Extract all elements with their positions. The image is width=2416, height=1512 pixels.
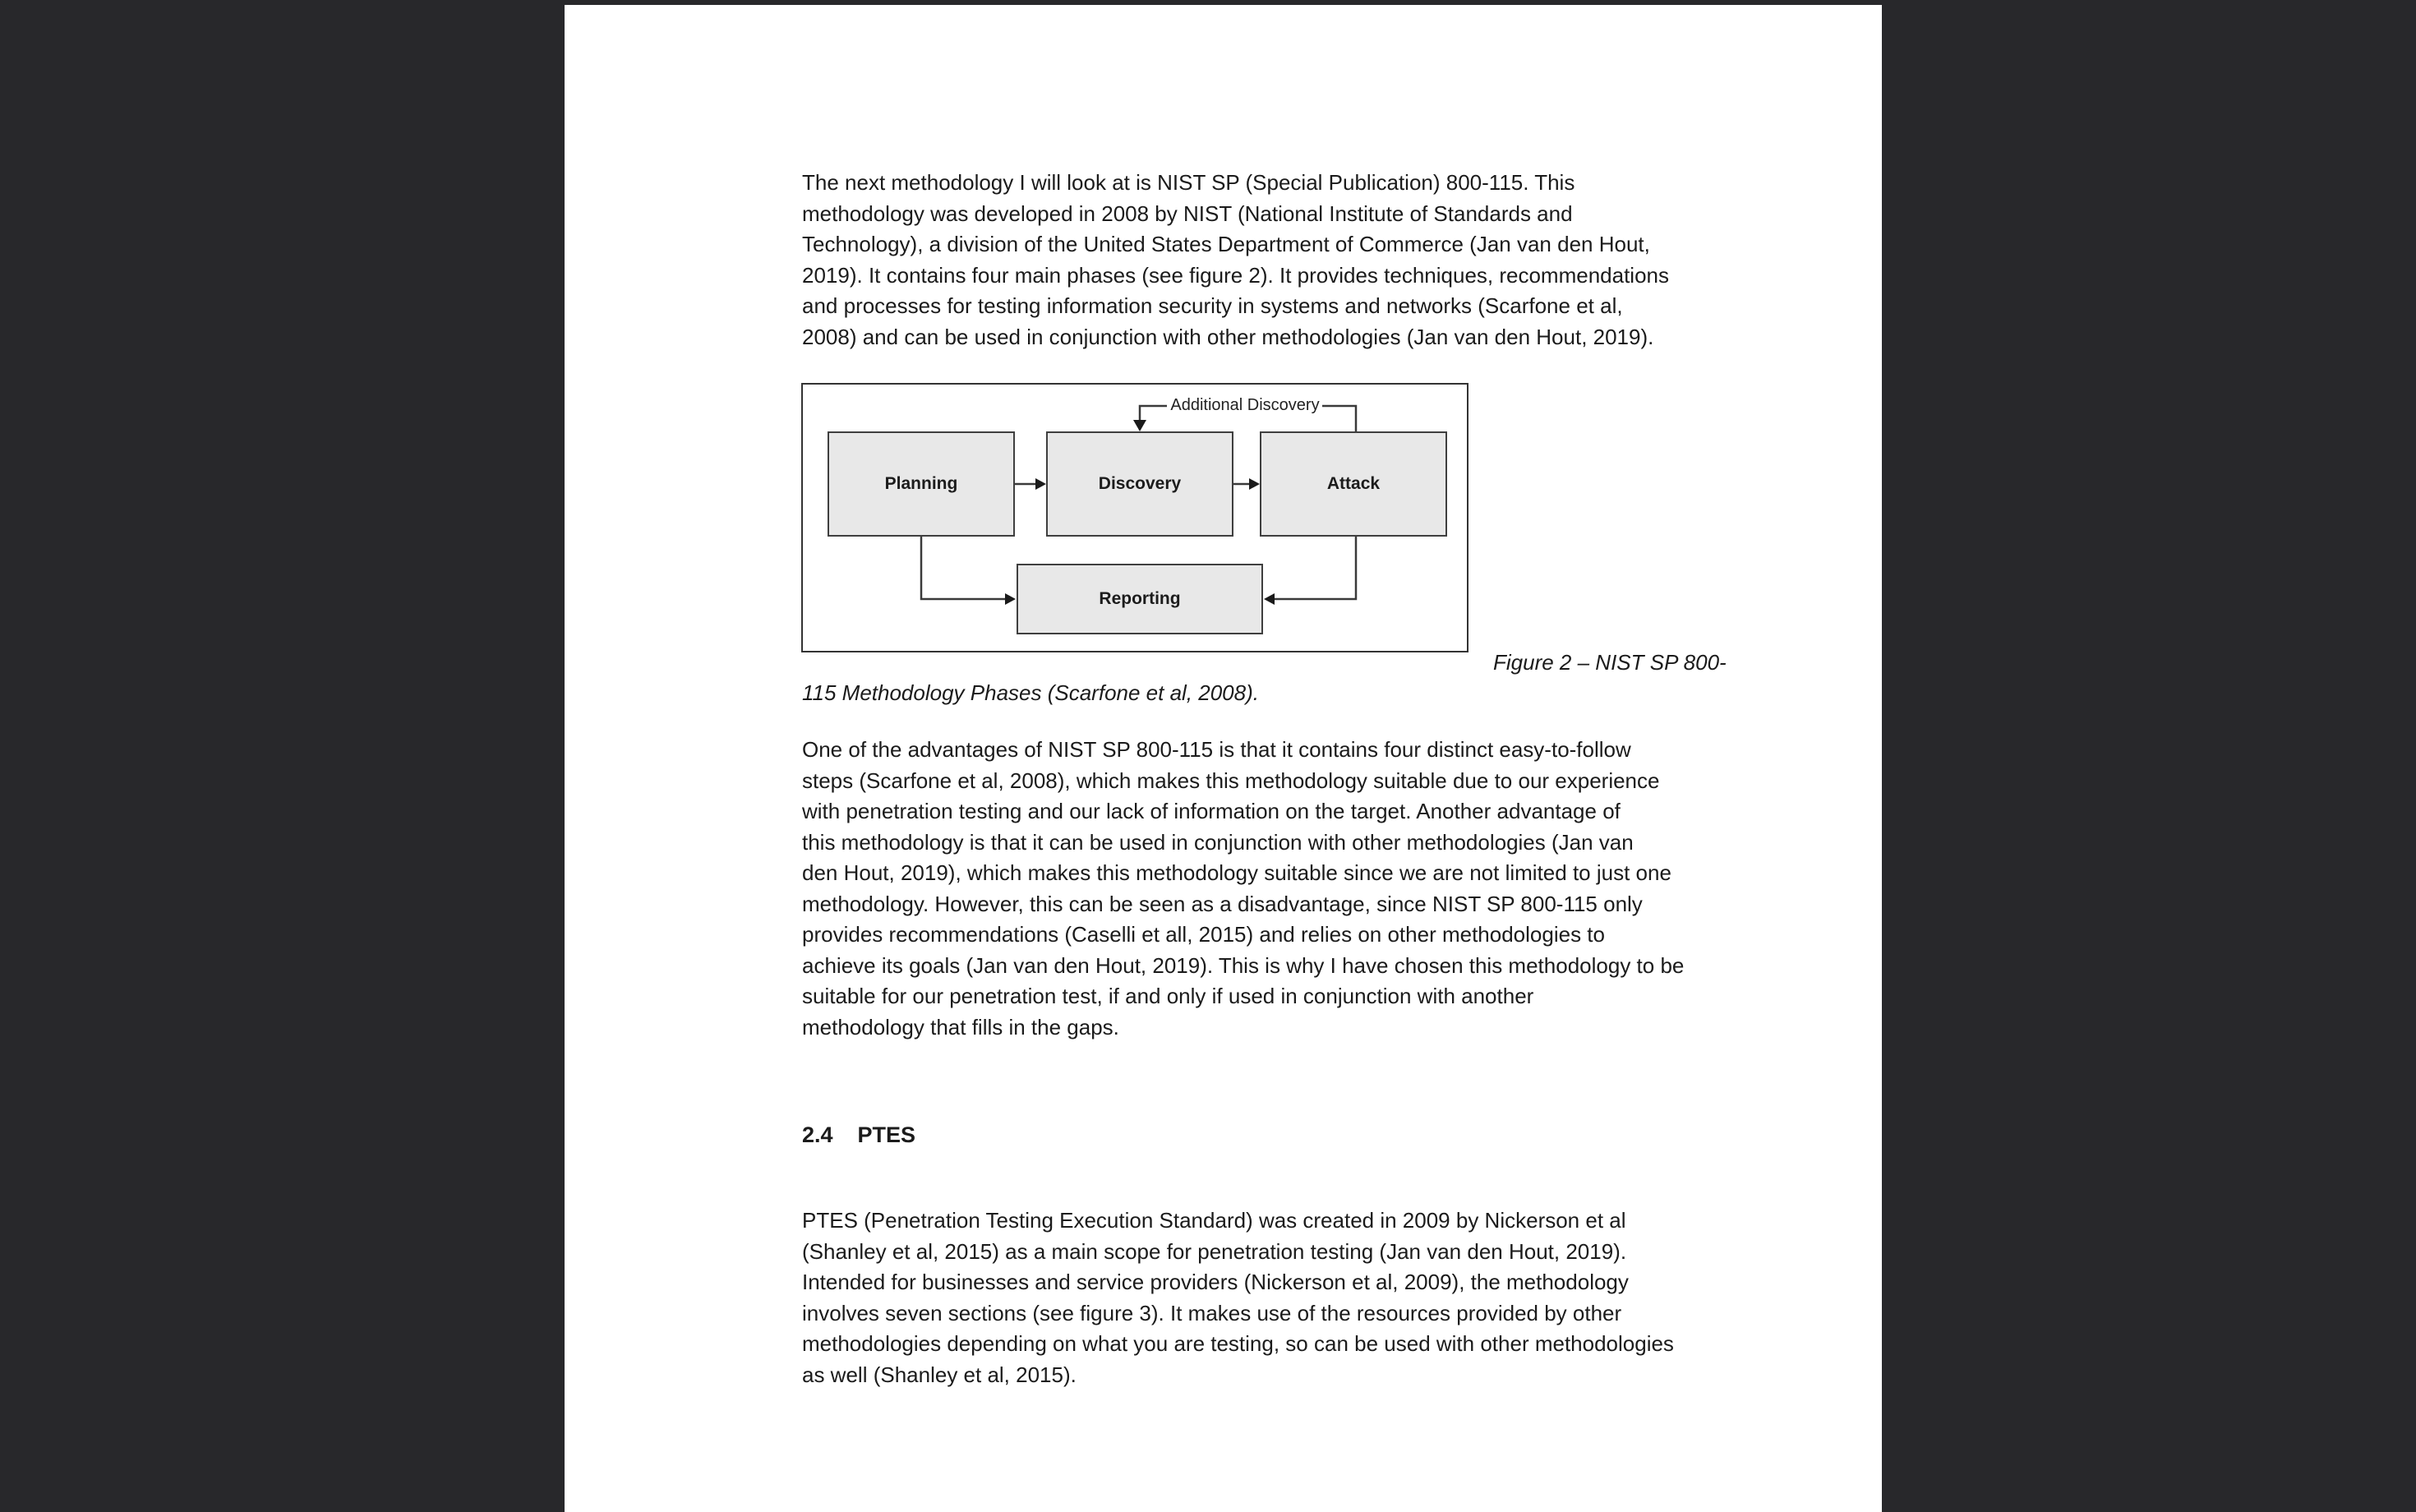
text-line: PTES (Penetration Testing Execution Standard) was created in 2009 by Nickerson et al [802,1208,1626,1233]
line-planning-reporting [921,537,1006,599]
diagram-box-reporting [1017,564,1263,634]
text-line: with penetration testing and our lack of information on the target. Another advantage of [802,799,1621,823]
text-line: den Hout, 2019), which makes this methodology suitable since we are not limited to just one [802,860,1671,885]
diagram-box-planning [828,431,1015,537]
text-line: methodology that fills in the gaps. [802,1014,1119,1040]
diagram-box-discovery-label: Discovery [1098,474,1182,493]
diagram-box-discovery [1046,431,1233,537]
section-title: PTES [857,1122,916,1147]
document-page [565,5,1882,1512]
text-line: achieve its goals (Jan van den Hout, 2019). This is why I have chosen this methodology to be [802,952,1685,978]
figure-2-diagram [801,383,1469,652]
text-line: Intended for businesses and service providers (Nickerson et al, 2009), the methodology [802,1270,1629,1294]
arrowhead-planning-reporting [1005,593,1016,605]
text-line: methodologies depending on what you are testing, so can be used with other methodologies [802,1331,1674,1356]
text-line: 2008) and can be used in conjunction with other methodologies (Jan van den Hout, 2019). [802,324,1654,349]
text-line: 2019). It contains four main phases (see figure 2). It provides techniques, recommendations [802,262,1670,288]
text-line: The next methodology I will look at is NIST SP (Special Publication) 800-115. This [802,170,1575,195]
text-line: methodology. However, this can be seen as a disadvantage, since NIST SP 800-115 only [802,891,1643,916]
section-number: 2.4 [802,1122,833,1147]
text-line: steps (Scarfone et al, 2008), which makes this methodology suitable due to our experience [802,768,1660,793]
text-line: and processes for testing information security in systems and networks (Scarfone et al, [802,293,1623,318]
diagram-box-reporting-label: Reporting [1099,589,1181,608]
text-line: suitable for our penetration test, if and only if used in conjunction with another [802,984,1534,1008]
section-heading [802,1122,915,1148]
text-line: provides recommendations (Caselli et all, 2015) and relies on other methodologies to [802,922,1605,947]
text-line: this methodology is that it can be used in conjunction with other methodologies (Jan van [802,829,1634,855]
arrowhead-loop-discovery [1133,420,1146,431]
paragraph-ptes [802,1205,1772,1390]
text-line: Technology), a division of the United States Department of Commerce (Jan van den Hout, [802,232,1650,256]
text-line: (Shanley et al, 2015) as a main scope for penetration testing (Jan van den Hout, 2019). [802,1238,1627,1264]
paragraph-nist-intro [802,168,1772,353]
diagram-box-attack-label: Attack [1326,474,1381,493]
text-line: involves seven sections (see figure 3). It makes use of the resources provided by other [802,1300,1622,1325]
line-attack-reporting [1274,537,1356,599]
arrowhead-planning-discovery [1035,478,1046,490]
diagram-box-attack [1260,431,1447,537]
figure-caption-line1: Figure 2 – NIST SP 800- [1493,650,1727,675]
additional-discovery-label: Additional Discovery [1170,396,1320,414]
paragraph-advantages [802,735,1772,1043]
figure-caption-line2: 115 Methodology Phases (Scarfone et al, 2008). [802,680,1259,705]
text-line: methodology was developed in 2008 by NIST (National Institute of Standards and [802,201,1573,226]
text-line: One of the advantages of NIST SP 800-115 is that it contains four distinct easy-to-follow [802,737,1631,762]
arrowhead-attack-reporting [1264,593,1275,605]
diagram-box-planning-label: Planning [884,474,958,493]
loop-line-right [1322,406,1356,431]
arrowhead-discovery-attack [1249,478,1260,490]
text-line: as well (Shanley et al, 2015). [802,1362,1077,1387]
